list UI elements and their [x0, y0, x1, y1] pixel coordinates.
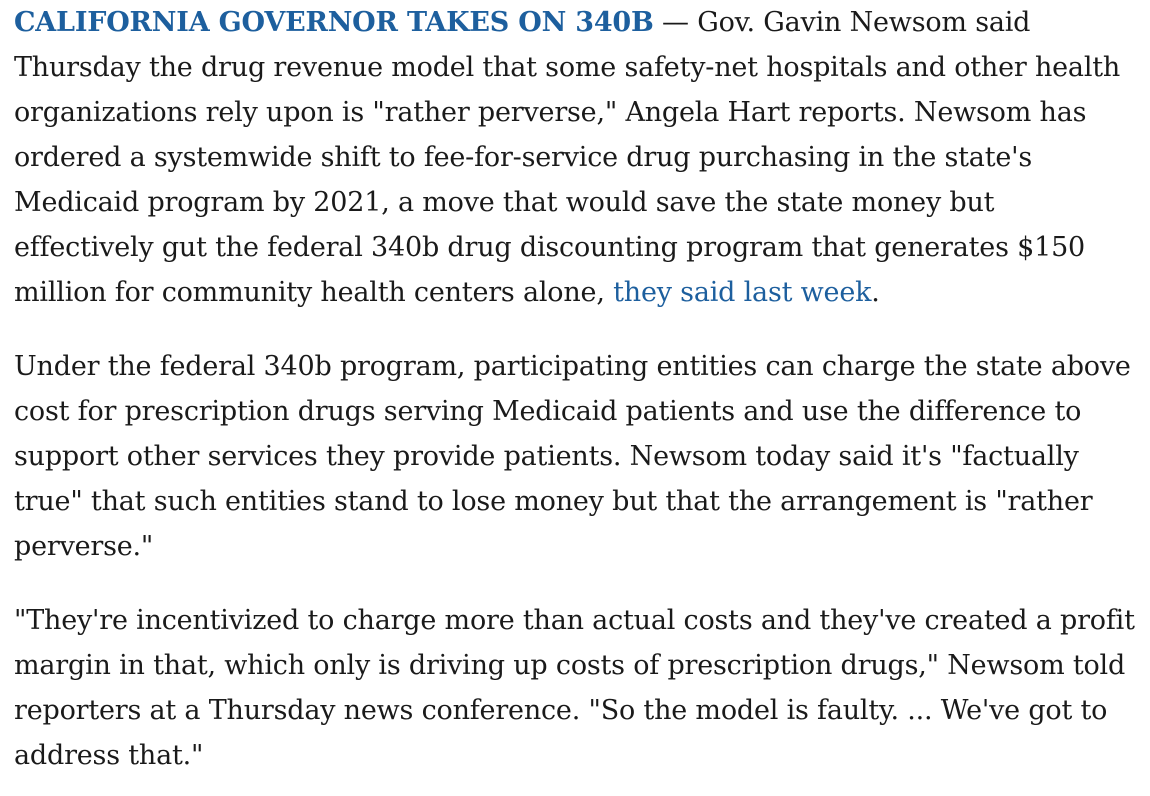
section-headline: CALIFORNIA GOVERNOR TAKES ON 340B [14, 7, 654, 38]
paragraph-1-end: . [871, 277, 880, 308]
paragraph-2: Under the federal 340b program, participating entities can charge the state above cost for prescription drugs serving Medicaid patients and use the difference to support other services they provide patients. Newsom today said it's "factually true" that such entities stand to lose money but that the arrangement is "rather perverse." [14, 351, 1131, 562]
they-said-last-week-link[interactable]: they said last week [613, 277, 872, 308]
paragraph-1 [14, 0, 1136, 315]
headline-dash: — [653, 7, 698, 38]
paragraph-1-text: Gov. Gavin Newsom said Thursday the drug revenue model that some safety-net hospitals and other health organizations rely upon is "rather perverse," Angela Hart reports. Newsom has ordered a systemwide shift to fee-for-service drug purchasing in the state's Medicaid program by 2021, a move that would save the state money but effectively gut the federal 340b drug discounting program that generates $150 million for community health centers alone, [14, 7, 1121, 308]
paragraph-3: "They're incentivized to charge more than actual costs and they've created a profit margin in that, which only is driving up costs of prescription drugs," Newsom told reporters at a Thursday news conference. "So the model is faulty. ... We've got to address that." [14, 605, 1135, 771]
